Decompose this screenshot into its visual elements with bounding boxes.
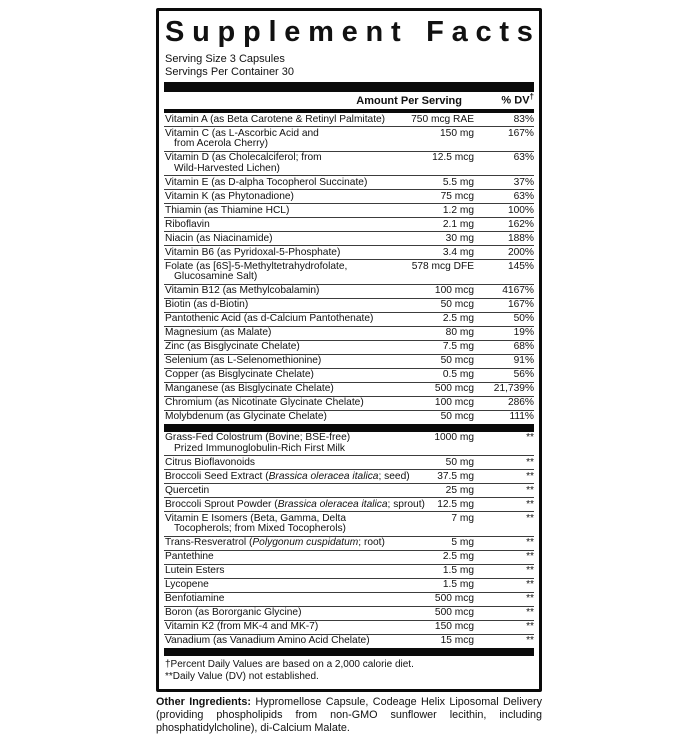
nutrient-name-segment: Niacin (as Niacinamide) — [165, 232, 273, 244]
table-row — [164, 620, 534, 634]
dv-value: 91% — [513, 355, 534, 366]
dv-value: 83% — [513, 113, 534, 125]
amount-value: 100 mcg — [434, 397, 474, 408]
nutrient-name — [165, 500, 534, 511]
servings-per-container: Servings Per Container 30 — [165, 66, 295, 78]
table-row — [164, 189, 534, 203]
table-row — [164, 284, 534, 298]
table-row — [164, 245, 534, 259]
column-headers — [164, 92, 534, 113]
nutrient-name-segment: Polygonum cuspidatum — [252, 537, 359, 548]
dv-value: 56% — [513, 369, 534, 380]
amount-value: 500 mcg — [434, 593, 474, 604]
nutrient-name-segment: Vitamin D (as Cholecalciferol; from — [165, 152, 322, 163]
amount-value: 7.5 mg — [442, 341, 474, 352]
nutrient-name — [165, 129, 534, 150]
nutrient-name-segment: Brassica oleracea italica — [277, 498, 388, 510]
dv-value: ** — [526, 579, 534, 590]
footnote-daily-values: †Percent Daily Values are based on a 2,000 calorie diet. — [165, 658, 414, 670]
nutrient-name — [165, 398, 534, 409]
header-divider-bar — [164, 82, 534, 92]
nutrient-name — [165, 178, 534, 189]
section-divider-bar — [164, 424, 534, 432]
nutrient-name-segment: Vitamin B6 (as Pyridoxal-5-Phosphate) — [165, 246, 341, 258]
nutrient-name — [165, 580, 534, 591]
nutrient-name-segment: Boron (as Bororganic Glycine) — [165, 607, 302, 618]
nutrient-name-segment: from Acerola Cherry) — [174, 138, 268, 149]
dv-value: ** — [526, 621, 534, 632]
table-row — [164, 511, 534, 536]
nutrient-name — [165, 594, 534, 605]
nutrient-name — [165, 342, 534, 353]
table-row — [164, 217, 534, 231]
nutrient-name-segment: Citrus Bioflavonoids — [165, 456, 256, 468]
table-row — [164, 606, 534, 620]
amount-value: 150 mcg — [434, 621, 474, 632]
dv-value: 100% — [507, 204, 534, 216]
dv-value: 4167% — [502, 285, 534, 296]
nutrient-name — [165, 486, 534, 497]
dv-value: ** — [526, 593, 534, 604]
nutrient-name — [165, 622, 534, 633]
nutrient-name-segment: Pantothenic Acid (as d-Calcium Pantothenate) — [165, 313, 374, 324]
dv-value: 188% — [507, 232, 534, 244]
table-row — [164, 634, 534, 648]
amount-value: 7 mg — [451, 512, 474, 524]
table-row — [164, 203, 534, 217]
nutrient-name — [165, 356, 534, 367]
dv-value: ** — [526, 551, 534, 562]
nutrient-name-segment: Manganese (as Bisglycinate Chelate) — [165, 383, 334, 394]
amount-value: 1.5 mg — [442, 565, 474, 576]
amount-value: 30 mg — [445, 232, 474, 244]
table-row — [164, 455, 534, 469]
dv-header-dagger: † — [529, 92, 534, 102]
nutrient-name-segment: Broccoli Seed Extract ( — [165, 470, 269, 482]
dv-value: 162% — [507, 218, 534, 230]
amount-value: 100 mcg — [434, 285, 474, 296]
dv-value: 286% — [507, 397, 534, 408]
nutrient-name-segment: Folate (as [6S]-5-Methyltetrahydrofolate, — [165, 260, 348, 272]
nutrient-name — [165, 370, 534, 381]
nutrient-name-segment: Grass-Fed Colostrum (Bovine; BSE-free) — [165, 432, 351, 443]
amount-value: 50 mg — [445, 456, 474, 468]
amount-value: 1.2 mg — [442, 204, 474, 216]
nutrient-name — [165, 552, 534, 563]
nutrient-name — [165, 220, 534, 231]
nutrient-name-segment: ; seed) — [378, 470, 410, 482]
nutrient-name-segment: Chromium (as Nicotinate Glycinate Chelate) — [165, 397, 364, 408]
nutrient-name — [165, 566, 534, 577]
table-row — [164, 382, 534, 396]
table-row — [164, 564, 534, 578]
supplement-label-page — [0, 8, 700, 734]
nutrients-section-vitamins-minerals — [164, 113, 534, 424]
nutrient-name-segment: Vitamin C (as L-Ascorbic Acid and — [165, 127, 319, 139]
table-row — [164, 396, 534, 410]
nutrient-name — [165, 192, 534, 203]
amount-value: 50 mcg — [440, 355, 474, 366]
amount-value: 150 mg — [440, 127, 474, 139]
amount-value: 50 mcg — [440, 411, 474, 422]
dv-value: ** — [526, 607, 534, 618]
nutrient-name-segment: Vitamin K2 (from MK-4 and MK-7) — [165, 621, 319, 632]
nutrient-name-segment: Lutein Esters — [165, 565, 225, 576]
amount-value: 37.5 mg — [437, 470, 474, 482]
dv-value: ** — [526, 456, 534, 468]
nutrient-name — [165, 206, 534, 217]
nutrient-name — [165, 328, 534, 339]
dv-value: 145% — [507, 260, 534, 272]
dv-value: ** — [526, 512, 534, 524]
nutrient-name — [165, 412, 534, 423]
table-row — [164, 259, 534, 284]
nutrient-name-segment: Glucosamine Salt) — [174, 271, 258, 282]
table-row — [164, 354, 534, 368]
dv-value: 21,739% — [493, 383, 534, 394]
nutrient-name — [165, 384, 534, 395]
nutrient-name-segment: Wild-Harvested Lichen) — [174, 162, 280, 174]
nutrient-name-segment: Molybdenum (as Glycinate Chelate) — [165, 411, 327, 422]
dv-value: ** — [526, 484, 534, 496]
nutrient-name — [165, 234, 534, 245]
nutrient-name — [165, 314, 534, 325]
nutrient-name — [165, 115, 534, 126]
nutrient-name-segment: Vitamin K (as Phytonadione) — [165, 190, 294, 202]
amount-value: 75 mcg — [440, 190, 474, 202]
amount-value: 1000 mg — [434, 432, 474, 443]
dv-value: ** — [526, 432, 534, 443]
supplement-facts-panel — [156, 8, 542, 692]
nutrient-name — [165, 458, 534, 469]
nutrient-name — [165, 636, 534, 647]
table-row — [164, 578, 534, 592]
dv-value: 63% — [513, 190, 534, 202]
nutrient-name-segment: Magnesium (as Malate) — [165, 327, 272, 338]
nutrient-name-segment: Riboflavin — [165, 218, 210, 230]
dv-column-header — [501, 92, 534, 107]
nutrient-name — [165, 262, 534, 283]
amount-value: 15 mcg — [440, 635, 474, 646]
amount-value: 12.5 mcg — [432, 152, 474, 163]
nutrient-name-segment: Biotin (as d-Biotin) — [165, 299, 249, 310]
dv-value: 111% — [509, 411, 534, 422]
table-row — [164, 113, 534, 126]
amount-value: 750 mcg RAE — [411, 113, 474, 125]
amount-value: 578 mcg DFE — [411, 260, 474, 272]
nutrient-name-segment: Selenium (as L-Selenomethionine) — [165, 355, 322, 366]
footnote-divider-bar — [164, 648, 534, 656]
table-row — [164, 312, 534, 326]
amount-value: 0.5 mg — [442, 369, 474, 380]
other-ingredients-text: Hypromellose Capsule, Codeage Helix Liposomal Delivery (providing phospholipids from non-GMO sunflower lecithin, including phosphatidylcholine), di-Calcium Malate. — [156, 695, 542, 734]
nutrient-name-segment: Vitamin E Isomers (Beta, Gamma, Delta — [165, 512, 346, 524]
nutrient-name-segment: Thiamin (as Thiamine HCL) — [165, 204, 290, 216]
nutrient-name-segment: Vitamin B12 (as Methylcobalamin) — [165, 285, 320, 296]
table-row — [164, 432, 534, 456]
nutrient-name-segment: Pantethine — [165, 551, 214, 562]
amount-value: 2.5 mg — [442, 551, 474, 562]
nutrient-name — [165, 433, 534, 454]
nutrient-name-segment: ; sprout) — [387, 498, 425, 510]
table-row — [164, 298, 534, 312]
dv-value: 37% — [513, 176, 534, 188]
nutrient-name-segment: ; root) — [358, 537, 385, 548]
amount-value: 80 mg — [445, 327, 474, 338]
amount-value: 5.5 mg — [442, 176, 474, 188]
dv-value: 200% — [507, 246, 534, 258]
nutrient-name — [165, 300, 534, 311]
nutrient-name — [165, 472, 534, 483]
nutrient-name-segment: Vitamin A (as Beta Carotene & Retinyl Palmitate) — [165, 113, 386, 125]
nutrient-name-segment: Zinc (as Bisglycinate Chelate) — [165, 341, 300, 352]
table-row — [164, 368, 534, 382]
amount-value: 2.5 mg — [442, 313, 474, 324]
amount-value: 25 mg — [445, 484, 474, 496]
dv-header-text: % DV — [501, 95, 530, 107]
table-row — [164, 231, 534, 245]
table-row — [164, 126, 534, 151]
nutrient-name-segment: Broccoli Sprout Powder ( — [165, 498, 278, 510]
nutrient-name-segment: Benfotiamine — [165, 593, 225, 604]
table-row — [164, 340, 534, 354]
nutrient-name — [165, 608, 534, 619]
nutrient-name-segment: Vanadium (as Vanadium Amino Acid Chelate) — [165, 635, 370, 646]
nutrient-name — [165, 538, 534, 549]
table-row — [164, 497, 534, 511]
table-row — [164, 550, 534, 564]
panel-title: S u p p l e m e n t F a c t s — [165, 16, 533, 48]
table-row — [164, 483, 534, 497]
amount-value: 1.5 mg — [442, 579, 474, 590]
table-row — [164, 410, 534, 424]
table-row — [164, 151, 534, 176]
table-row — [164, 175, 534, 189]
dv-value: 63% — [513, 152, 534, 163]
nutrient-name-segment: Copper (as Bisglycinate Chelate) — [165, 369, 314, 380]
nutrient-name-segment: Lycopene — [165, 579, 209, 590]
nutrient-name-segment: Trans-Resveratrol ( — [165, 537, 253, 548]
nutrient-name — [165, 286, 534, 297]
amount-value: 5 mg — [451, 537, 474, 548]
nutrient-name — [165, 514, 534, 535]
other-ingredients — [156, 696, 542, 735]
amount-column-header: Amount Per Serving — [356, 95, 462, 107]
table-row — [164, 536, 534, 550]
amount-value: 3.4 mg — [442, 246, 474, 258]
dv-value: 68% — [513, 341, 534, 352]
nutrients-section-botanicals — [164, 432, 534, 648]
nutrient-name-segment: Tocopherols; from Mixed Tocopherols) — [174, 523, 346, 534]
nutrient-name-segment: Prized Immunoglobulin-Rich First Milk — [174, 442, 345, 454]
dv-value: ** — [526, 565, 534, 576]
dv-value: ** — [526, 635, 534, 646]
dv-value: ** — [526, 470, 534, 482]
dv-value: ** — [526, 498, 534, 510]
footnotes — [164, 656, 534, 685]
amount-value: 50 mcg — [440, 299, 474, 310]
amount-value: 500 mcg — [434, 383, 474, 394]
nutrient-name-segment: Quercetin — [165, 484, 210, 496]
table-row — [164, 326, 534, 340]
nutrient-name-segment: Brassica oleracea italica — [268, 470, 379, 482]
nutrient-name — [165, 153, 534, 174]
other-ingredients-label: Other Ingredients: — [156, 695, 251, 708]
dv-value: 19% — [513, 327, 534, 338]
table-row — [164, 469, 534, 483]
table-row — [164, 592, 534, 606]
footnote-dv-not-established: **Daily Value (DV) not established. — [165, 671, 319, 682]
dv-value: 167% — [507, 299, 534, 310]
amount-value: 2.1 mg — [442, 218, 474, 230]
dv-value: ** — [526, 537, 534, 548]
nutrient-name-segment: Vitamin E (as D-alpha Tocopherol Succinate) — [165, 176, 368, 188]
amount-value: 500 mcg — [434, 607, 474, 618]
serving-size: Serving Size 3 Capsules — [165, 53, 285, 65]
dv-value: 50% — [513, 313, 534, 324]
amount-value: 12.5 mg — [437, 498, 474, 510]
nutrient-name — [165, 248, 534, 259]
dv-value: 167% — [507, 127, 534, 139]
